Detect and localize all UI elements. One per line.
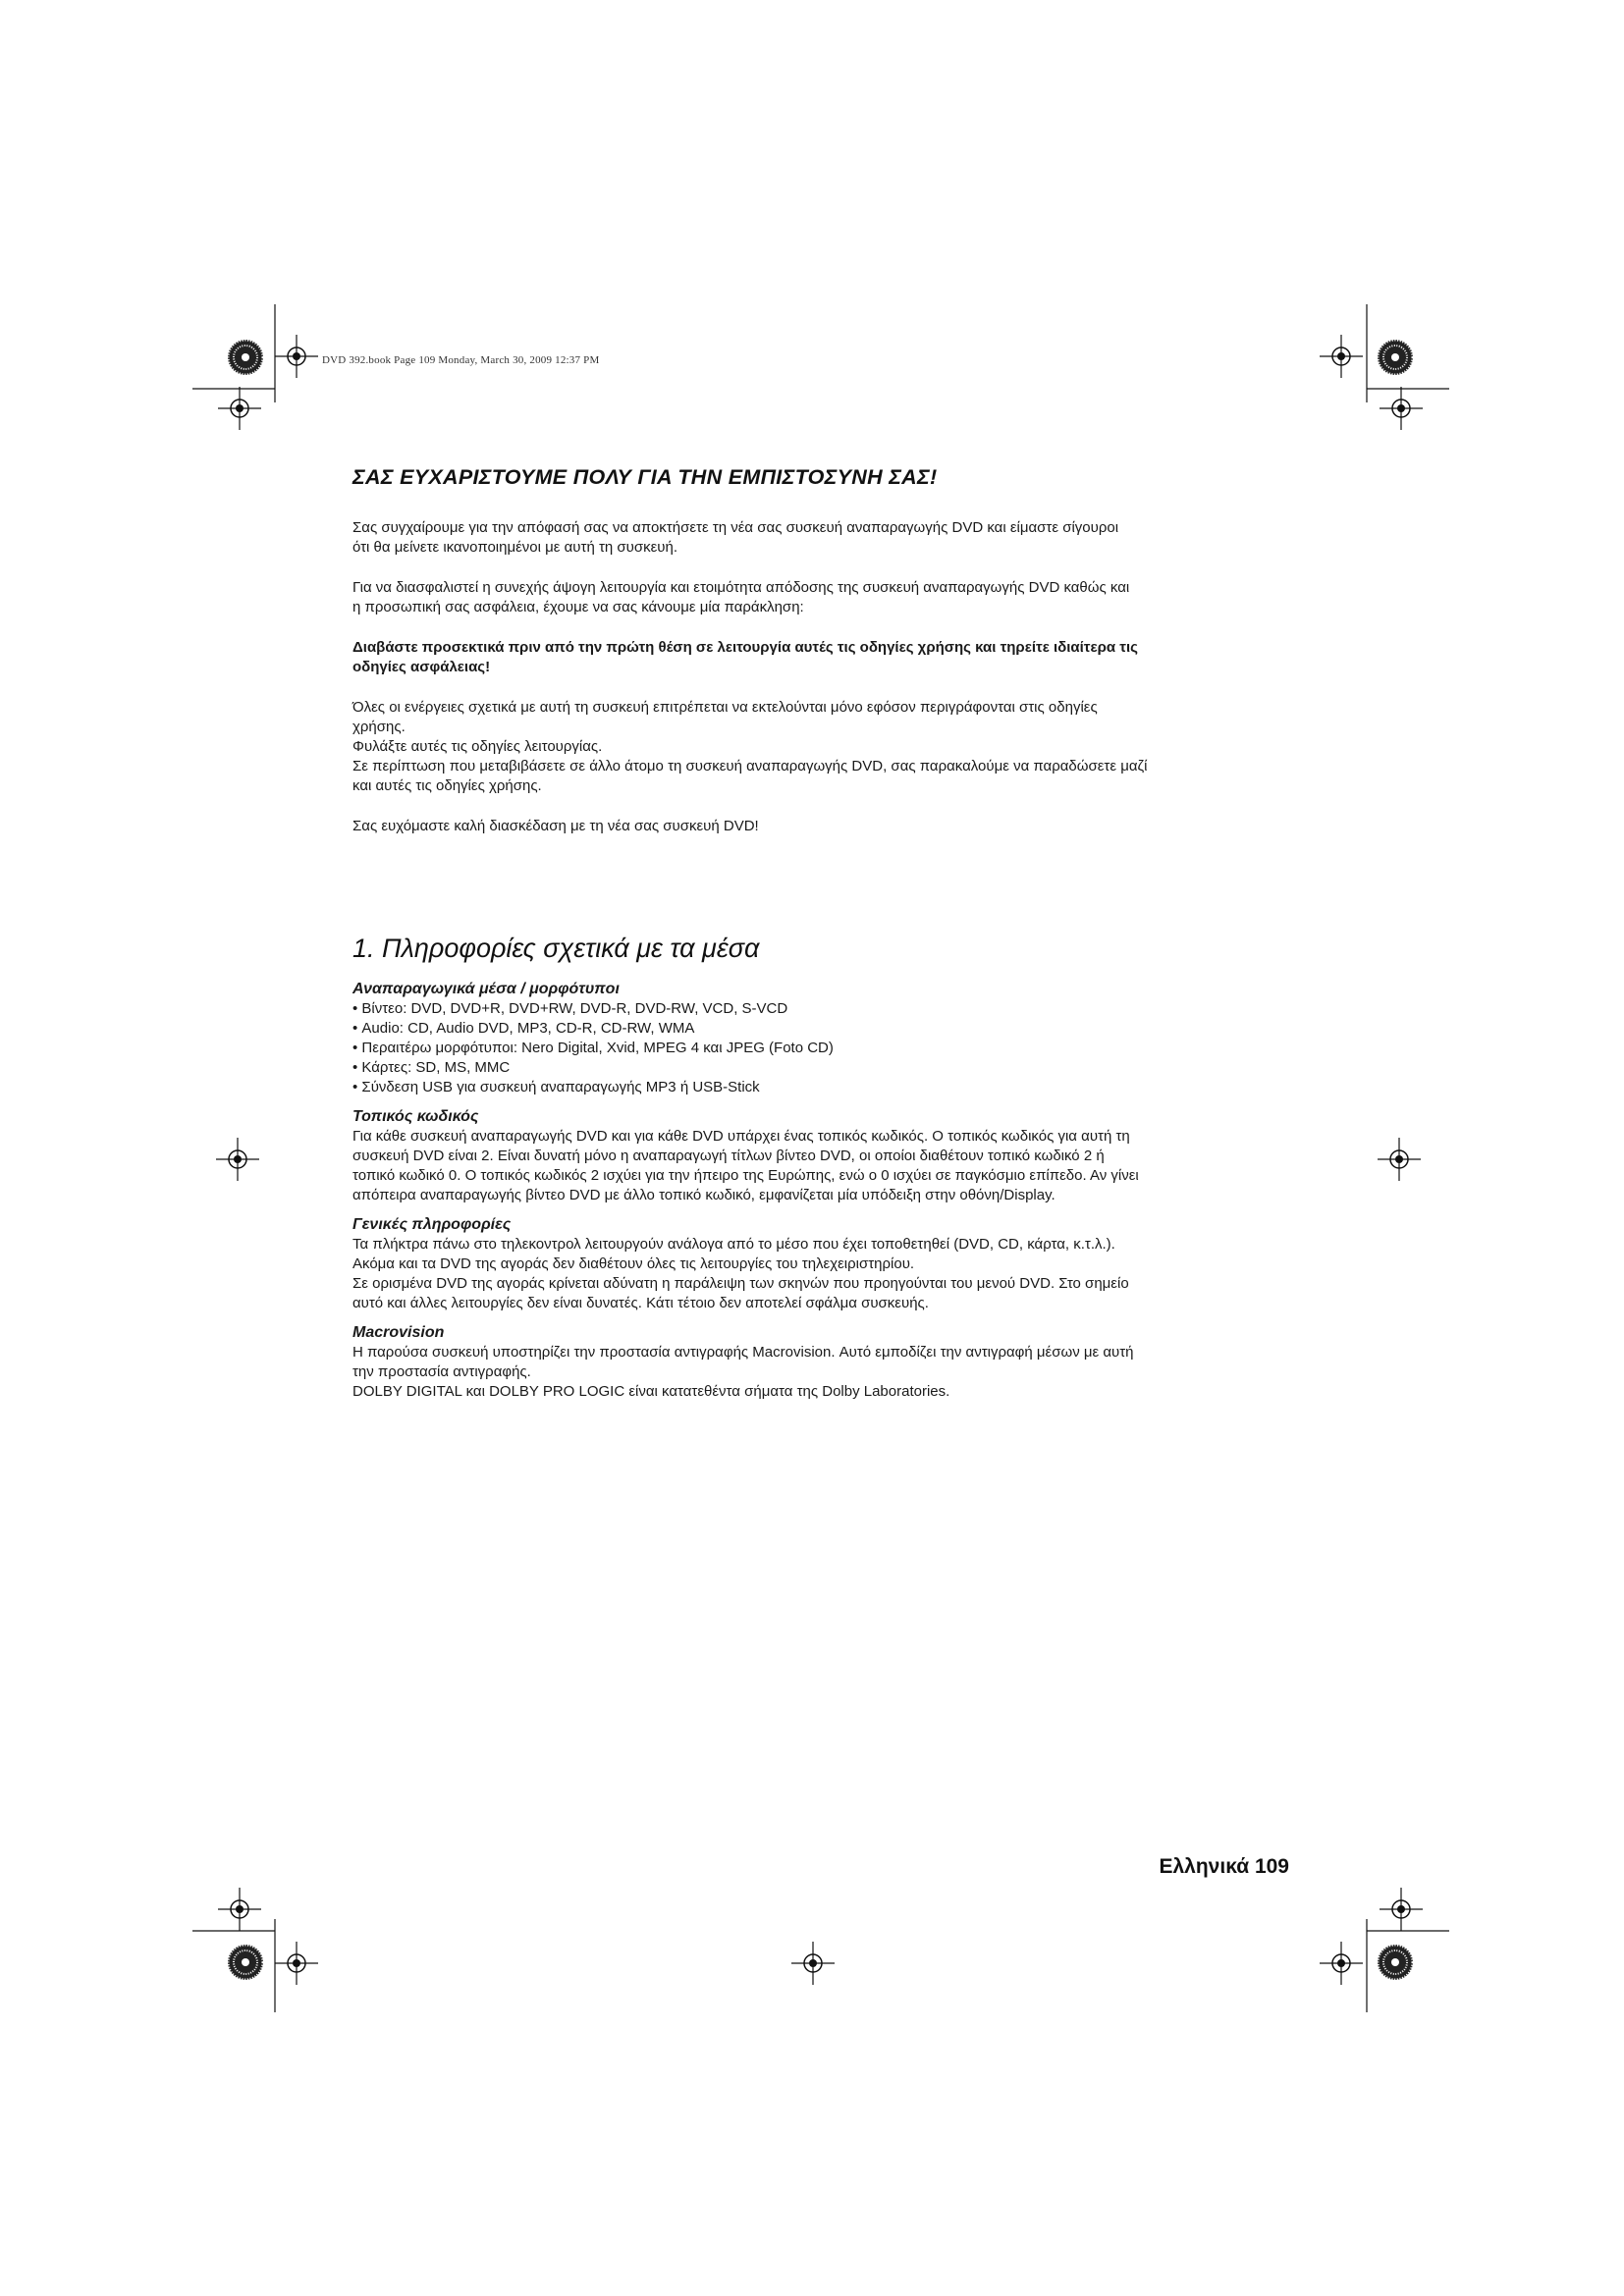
- closing-paragraph: Σας ευχόμαστε καλή διασκέδαση με τη νέα σας συσκευή DVD!: [352, 818, 759, 834]
- text-line: την προστασία αντιγραφής.: [352, 1363, 531, 1380]
- general-info-block: [352, 1215, 1295, 1313]
- media-info-section: [352, 934, 1295, 1412]
- section-heading: 1. Πληροφορίες σχετικά με τα μέσα: [352, 934, 760, 963]
- crosshair-icon: [1378, 1138, 1421, 1181]
- intro-paragraph: [352, 578, 1285, 617]
- text-line: Ακόμα και τα DVD της αγοράς δεν διαθέτουν όλες τις λειτουργίες του τηλεχειριστηρίου.: [352, 1255, 915, 1272]
- safety-notice: [352, 638, 1285, 677]
- subsection-title: Γενικές πληροφορίες: [352, 1216, 512, 1233]
- page-footer: Ελληνικά 109: [1159, 1855, 1289, 1878]
- crosshair-icon: [1320, 1942, 1363, 1985]
- region-text: [352, 1127, 1295, 1205]
- text-line: και αυτές τις οδηγίες χρήσης.: [352, 777, 542, 794]
- region-code-block: [352, 1107, 1295, 1205]
- text-line: DOLBY DIGITAL και DOLBY PRO LOGIC είναι κατατεθέντα σήματα της Dolby Laboratories.: [352, 1383, 950, 1400]
- text-line: Όλες οι ενέργειες σχετικά με αυτή τη συσκευή επιτρέπεται να εκτελούνται μόνο εφόσον περιγράφονται στις οδηγίες: [352, 699, 1098, 716]
- crosshair-icon: [216, 1138, 259, 1181]
- text-line: χρήσης.: [352, 719, 406, 735]
- registration-wheel-icon: [1378, 340, 1413, 375]
- text-line: Για κάθε συσκευή αναπαραγωγής DVD και για κάθε DVD υπάρχει ένας τοπικός κωδικός. Ο τοπικός κωδικός για αυτή τη: [352, 1128, 1130, 1145]
- text-line: Διαβάστε προσεκτικά πριν από την πρώτη θέση σε λειτουργία αυτές τις οδηγίες χρήσης και τηρείτε ιδιαίτερα τις: [352, 639, 1138, 656]
- media-formats-block: [352, 980, 1295, 1097]
- text-line: η προσωπική σας ασφάλεια, έχουμε να σας κάνουμε μία παράκληση:: [352, 599, 804, 615]
- text-line: απόπειρα αναπαραγωγής βίντεο DVD με άλλο τοπικό κωδικό, εμφανίζεται μία υπόδειξη στην οθόνη/Display.: [352, 1187, 1056, 1203]
- page-title: ΣΑΣ ΕΥΧΑΡΙΣΤΟΥΜΕ ΠΟΛΥ ΓΙΑ ΤΗΝ ΕΜΠΙΣΤΟΣΥΝΗ ΣΑΣ!: [352, 465, 938, 489]
- media-list: [352, 999, 1295, 1097]
- text-line: τοπικό κωδικό 0. Ο τοπικός κωδικός 2 ισχύει για την ήπειρο της Ευρώπης, ενώ ο 0 ισχύει σε παγκόσμιο επίπεδο. Αν γίνει: [352, 1167, 1139, 1184]
- intro-section: [352, 465, 1285, 857]
- intro-paragraph: [352, 518, 1285, 558]
- macrovision-block: [352, 1323, 1295, 1402]
- crosshair-icon: [275, 335, 318, 378]
- text-line: Για να διασφαλιστεί η συνεχής άψογη λειτουργία και ετοιμότητα απόδοσης της συσκευή αναπαραγωγής DVD καθώς και: [352, 579, 1130, 596]
- crosshair-icon: [791, 1942, 835, 1985]
- text-line: Φυλάξτε αυτές τις οδηγίες λειτουργίας.: [352, 738, 603, 755]
- crosshair-icon: [218, 387, 261, 430]
- crosshair-icon: [275, 1942, 318, 1985]
- text-line: Η παρούσα συσκευή υποστηρίζει την προστασία αντιγραφής Macrovision. Αυτό εμποδίζει την αντιγραφή μέσων με αυτή: [352, 1344, 1134, 1361]
- text-line: Σας συγχαίρουμε για την απόφασή σας να αποκτήσετε τη νέα σας συσκευή αναπαραγωγής DVD και είμαστε σίγουροι: [352, 519, 1119, 536]
- subsection-title: Αναπαραγωγικά μέσα / μορφότυποι: [352, 981, 620, 997]
- crosshair-icon: [218, 1888, 261, 1931]
- list-item: • Σύνδεση USB για συσκευή αναπαραγωγής MP3 ή USB-Stick: [352, 1078, 1295, 1097]
- registration-wheel-icon: [228, 1945, 263, 1980]
- text-line: Τα πλήκτρα πάνω στο τηλεκοντρολ λειτουργούν ανάλογα από το μέσο που έχει τοποθετηθεί (DVD, CD, κάρτα, κ.τ.λ.).: [352, 1236, 1115, 1253]
- general-text: [352, 1235, 1295, 1313]
- crosshair-icon: [1320, 335, 1363, 378]
- crosshair-icon: [1380, 1888, 1423, 1931]
- text-line: ότι θα μείνετε ικανοποιημένοι με αυτή τη συσκευή.: [352, 539, 678, 556]
- subsection-title: Macrovision: [352, 1324, 445, 1341]
- subsection-title: Τοπικός κωδικός: [352, 1108, 479, 1125]
- list-item: • Βίντεο: DVD, DVD+R, DVD+RW, DVD-R, DVD-RW, VCD, S-VCD: [352, 999, 1295, 1019]
- intro-paragraph: [352, 698, 1285, 796]
- text-line: αυτό και άλλες λειτουργίες δεν είναι δυνατές. Κάτι τέτοιο δεν αποτελεί σφάλμα συσκευής.: [352, 1295, 929, 1311]
- text-line: Σε περίπτωση που μεταβιβάσετε σε άλλο άτομο τη συσκευή αναπαραγωγής DVD, σας παρακαλούμε να παραδώσετε μαζί: [352, 758, 1148, 774]
- list-item: • Audio: CD, Audio DVD, MP3, CD-R, CD-RW, WMA: [352, 1019, 1295, 1039]
- registration-wheel-icon: [1378, 1945, 1413, 1980]
- print-slug: DVD 392.book Page 109 Monday, March 30, 2009 12:37 PM: [322, 354, 600, 366]
- text-line: Σε ορισμένα DVD της αγοράς κρίνεται αδύνατη η παράλειψη των σκηνών που προηγούνται του μενού DVD. Στο σημείο: [352, 1275, 1129, 1292]
- list-item: • Κάρτες: SD, MS, MMC: [352, 1058, 1295, 1078]
- crosshair-icon: [1380, 387, 1423, 430]
- text-line: συσκευή DVD είναι 2. Είναι δυνατή μόνο η αναπαραγωγή τίτλων βίντεο DVD, οι οποίοι διαθέτουν τοπικό κωδικό 2 ή: [352, 1148, 1105, 1164]
- registration-wheel-icon: [228, 340, 263, 375]
- list-item: • Περαιτέρω μορφότυποι: Nero Digital, Xvid, MPEG 4 και JPEG (Foto CD): [352, 1039, 1295, 1058]
- text-line: οδηγίες ασφάλειας!: [352, 659, 491, 675]
- macrovision-text: [352, 1343, 1295, 1402]
